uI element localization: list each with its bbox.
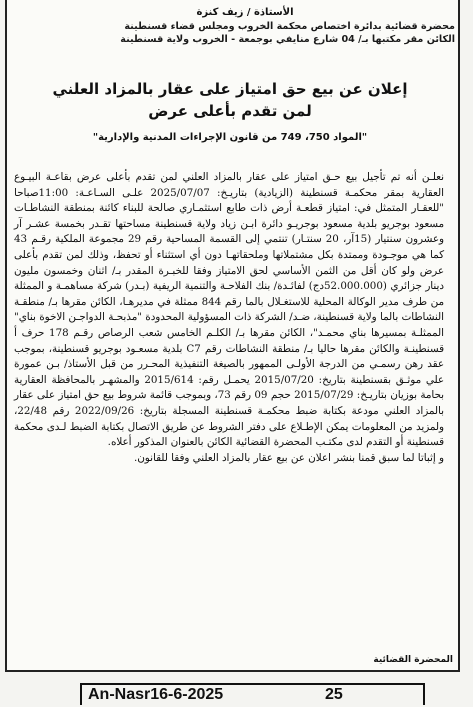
notice-body <box>14 170 444 466</box>
page-number: 25 <box>325 686 343 703</box>
page-footer <box>80 683 425 705</box>
law-reference: "المواد 750، 749 من قانون الإجراءات المدنية والإدارية" <box>92 132 368 143</box>
office-address: الكائن مقر مكتبها بـ/ 04 شارع منايفي بوجمعة - الخروب ولاية قسنطينة <box>120 34 455 45</box>
closing-paragraph: و إثباتا لما سبق قمنا بنشر اعلان عن بيع عقار بالمزاد العلني وفقا للقانون. <box>133 451 444 464</box>
body-paragraph: نعلـن أنه تم تأجيل بيع حـق امتياز على عقار بالمزاد العلني لمن تقدم بأعلى عرض بقاعـة البيـوع العقارية بمقر محكمـة قسنطينة (الزيادية) بتاريـخ: 2025/07/07 علـى السـاعـة: 11:00صباحا "للعقـار المتمثل في: امتياز قطعـة أرض ذات طابع استثمـاري صالحة للبناء كائنة بمنطقة النشاطـات مسعود بوجريو بلدية مسعود بوجريـو دائرة ابـن زياد ولاية قسنطينة مساحتها تقـدر بخمسة عشـر آر وعشرون سنتيار (15آر، 20 سنتـار) تنتمي إلى القسمة المساحية رقم 29 مجموعة الملكية رقـم 43 كما هي موجـودة وممتدة بكل مشتملاتها وملحقاتهـا دون أي استثناء أو تحفظ، وذلك لمن تقدم بأعلى عرض ولو كان أقل من الثمن الأساسي لحق الامتياز وفقا للخبـرة المقدر بـ/ اثنان وخمسون مليون دينار جزائري (52.000.000دج) لفائـدة/ بنك الفلاحـة والتنمية الريفية (بـدر) شركة مساهمـة و الممثلة من طرف مدير الوكالة المحلية للاستغـلال بالما رقم 844 ممثلة في مديرهـا، الكائن مقرها بـ/ منطقـة النشاطات بالما ولاية قسنطينة، ضـد/ الشركة ذات المسؤولية المحدودة "مذبحـة الدواجـن الاخوة بناي" الممثلـة بمسيرها بناي محمـد"، الكائن مقرها بـ/ الكلـم الخامس شعب الرصاص رقـم 178 حرف أ قسنطينـة والكائن مقرها حاليا بـ/ منطقة النشاطات رقم C7 بلدية مسعـود بوجريو قسنطينة، بموجب عقد رهن رسمـي من الدرجة الأولـى الممهور بالصيغة التنفيذية المحـرر من قبل الأستاذ/ بـن عمورة علي موثـق بقسنطينة بتاريخ: 2015/07/20 يحمـل رقم: 2015/614 والمشهـر بالمحافظة العقارية بحامة بوزيان بتاريـخ: 2015/07/29 حجم 09 رقم 73، وبموجب قائمة شروط بيع حق امتياز على عقار بالمزاد العلني مودعة بكتابة ضبط محكمـة قسنطينة المسجلة بتاريخ: 2022/09/26 رقم 22/48، ولمزيد من المعلومات يمكن الإطـلاع على دفتر الشروط عن طريق الاتصال بكتابة الضبط لـدى محكمة قسنطينة أو التقدم لدى مكتـب المحضرة القضائية الكائن بالعنوان المذكور أعلاه. <box>14 171 445 449</box>
publication-date: An-Nasr16-6-2025 <box>88 686 224 703</box>
lawyer-title: محضرة قضائية بدائرة اختصاص محكمة الخروب ومجلس قضاء قسنطينة <box>124 21 455 32</box>
notice-subtitle: لمن تقدم بأعلى عرض <box>148 102 312 120</box>
notice-header <box>35 6 455 46</box>
lawyer-name: الأستاذة / زيف كنزة <box>196 7 294 18</box>
notice-title: إعلان عن بيع حق امتياز على عقار بالمزاد العلني <box>52 80 408 98</box>
signature: المحضرة القضائية <box>373 655 453 665</box>
